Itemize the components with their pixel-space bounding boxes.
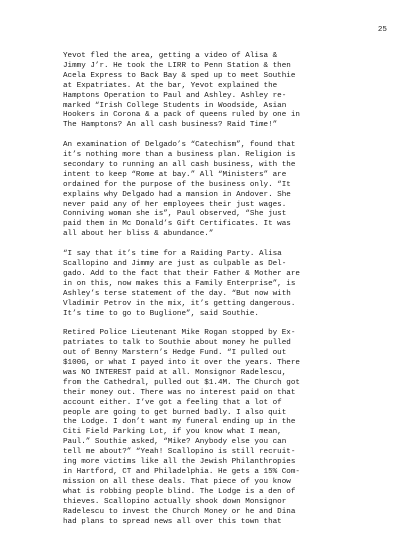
paragraph-1: Yevot fled the area, getting a video of Alisa & Jimmy J’r. He took the LIRR to Penn Station & then Acela Express to Back Bay & sped up to meet Southie at Expatriates. At the bar, Yevot explained the Hamptons Operation to Paul and Ashley. Ashley re- marked “Irish College Students in Woodside, Asian Hookers in Corona & a pack of queens ruled by one in The Hamptons? An all cash business? Raid Time!” [63,52,300,130]
body-text [63,52,367,527]
page-number: 25 [377,26,387,34]
paragraph-2: An examination of Delgado’s “Catechism”, found that it’s nothing more than a business plan. Religion is secondary to running an all cash business, with the intent to keep “Rome at bay.” All “Ministers” are ordained for the purpose of the business only. “It explains why Delgado had a mansion in Andover. She never paid any of her employees their just wages. Conniving woman she is”, Paul observed, “She just paid them in Mc Donald’s Gift Certificates. It was all about her bliss & abundance.” [63,141,296,239]
paragraph-4: Retired Police Lieutenant Mike Rogan stopped by Ex- patriates to talk to Southie about money he pulled out of Benny Marstern’s Hedge Fund. “I pulled out $100G, or what I payed into it over the years. There was NO INTEREST paid at all. Monsignor Radelescu, from the Cathedral, pulled out $1.4M. The Church got their money out. There was no interest paid on that account either. I’ve got a feeling that a lot of people are going to get burned badly. I also quit the Lodge. I don’t want my funeral ending up in the Citi Field Parking Lot, if you know what I mean, Paul.” Southie asked, “Mike? Anybody else you can tell me about?” “Yeah! Scallopino is still recruit- ing more victims like all the Jewish Philanthropies in Hartford, CT and Philadelphia. He gets a 15% Com- mission on all these deals. That piece of you know what is robbing people blind. The Lodge is a den of thieves. Scallopino actually shook down Monsignor Radelescu to invest the Church Money or he and Dina had plans to spread news all over this town that [63,329,300,526]
paragraph-3: “I say that it’s time for a Raiding Party. Alisa Scallopino and Jimmy are just as culpable as Del- gado. Add to the fact that their Father & Mother are in on this, now makes this a Family Enterprise”, is Ashley’s terse statement of the day. “But now with Vladimir Petrov in the mix, it’s getting dangerous. It’s time to go to Buglione”, said Southie. [63,250,300,318]
